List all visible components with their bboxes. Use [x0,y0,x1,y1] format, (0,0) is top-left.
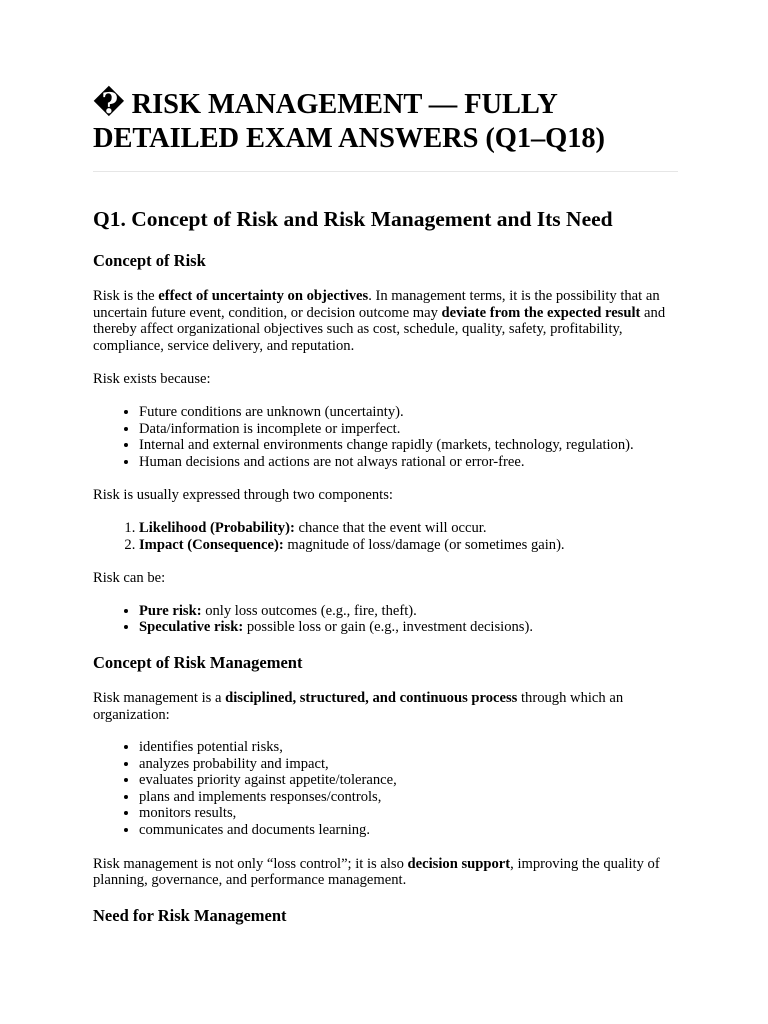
risk-definition-paragraph [93,288,678,354]
text-run: through which an organization: [93,689,624,723]
subheading-need-for-risk-management: Need for Risk Management [93,905,287,925]
rm-closing-paragraph [93,856,678,889]
list-term: Likelihood (Probability): [139,519,295,536]
list-term: Impact (Consequence): [139,536,284,553]
text-run: Risk is the [93,288,159,304]
list-term: Speculative risk: [139,619,244,636]
list-item: • Internal and external environments change rapidly (markets, technology, regulation). [139,437,678,454]
title-divider [93,171,678,172]
text-run: and thereby affect organizational objectives such as cost, schedule, quality, safety, profitability, compliance, service delivery, and reputation. [93,304,666,354]
text-run: Risk management is not only “loss control”; it is also [93,855,408,872]
risk-types-intro: Risk can be: [93,570,166,587]
list-term: Pure risk: [139,602,202,619]
list-item: • plans and implements responses/controls, [139,789,678,806]
list-item: • communicates and documents learning. [139,822,678,839]
list-item: • Human decisions and actions are not always rational or error-free. [139,454,678,471]
rm-definition-paragraph [93,690,678,723]
bold-run: effect of uncertainty on objectives [158,288,369,304]
document-page [93,88,678,926]
bold-run: deviate from the expected result [441,304,641,321]
list-item [139,603,678,620]
risk-components-intro: Risk is usually expressed through two components: [93,487,393,504]
bold-run: decision support [407,855,511,872]
list-item [139,520,678,537]
list-item: • analyzes probability and impact, [139,756,678,773]
list-item: • Future conditions are unknown (uncertainty). [139,404,678,421]
list-item [139,537,678,554]
list-item: • evaluates priority against appetite/tolerance, [139,772,678,789]
risk-exists-intro: Risk exists because: [93,371,211,388]
risk-components-list [93,520,678,553]
list-item [139,619,678,636]
section-heading-q1: Q1. Concept of Risk and Risk Management and Its Need [93,207,613,231]
list-item: • identifies potential risks, [139,739,678,756]
text-run: Risk management is a [93,689,226,706]
list-item: • Data/information is incomplete or imperfect. [139,421,678,438]
bold-run: disciplined, structured, and continuous process [225,689,518,706]
list-item: • monitors results, [139,805,678,822]
document-title: � RISK MANAGEMENT — FULLY DETAILED EXAM ANSWERS (Q1–Q18) [93,89,605,154]
text-run: . In management terms, it is the possibility that an uncertain future event, condition, or decision outcome may [93,288,660,321]
subheading-concept-of-risk-management: Concept of Risk Management [93,652,303,672]
list-desc: magnitude of loss/damage (or sometimes gain). [283,536,565,553]
list-desc: chance that the event will occur. [294,519,487,536]
rm-steps-list [93,739,678,839]
list-desc: possible loss or gain (e.g., investment decisions). [243,619,533,636]
risk-types-list [93,603,678,636]
subheading-concept-of-risk: Concept of Risk [93,251,206,270]
list-desc: only loss outcomes (e.g., fire, theft). [201,602,417,619]
risk-exists-list [93,404,678,470]
text-run: , improving the quality of planning, governance, and performance management. [93,855,660,889]
